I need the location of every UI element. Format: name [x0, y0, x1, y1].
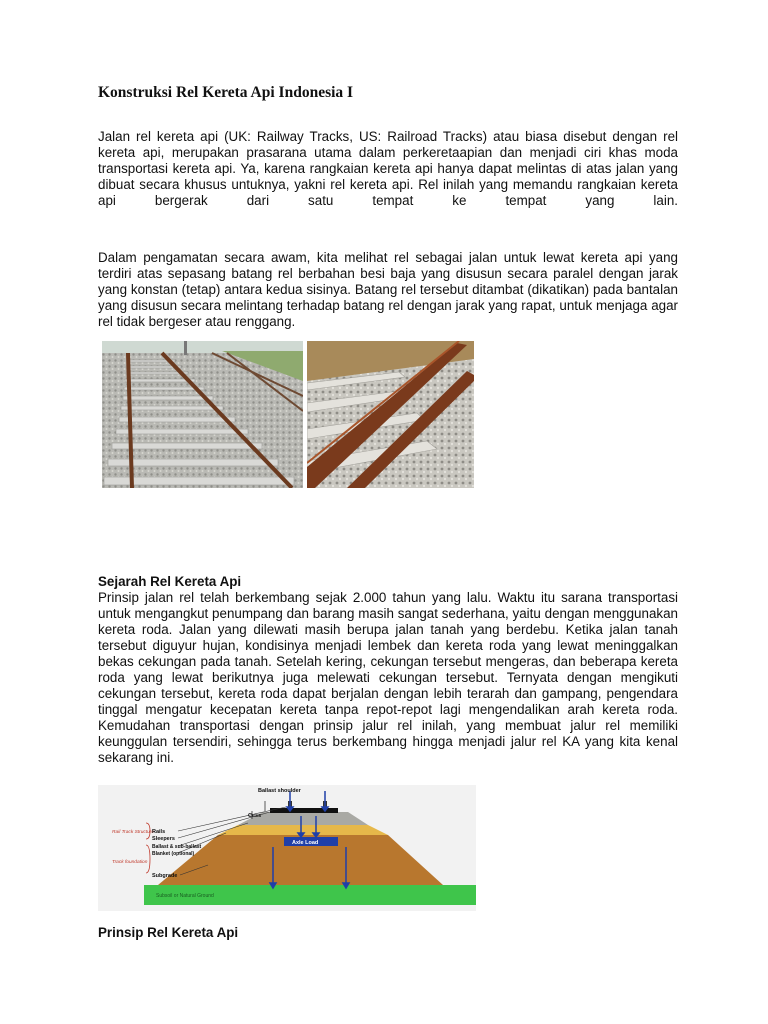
- label-track-foundation: Track foundation: [112, 860, 148, 865]
- label-rail-track-structure: Rail Track Structure: [112, 830, 155, 835]
- label-subgrade: Subgrade: [152, 873, 178, 879]
- label-rails: Rails: [152, 829, 166, 835]
- railway-track-photo-closeup: [307, 341, 474, 488]
- section-heading-history: Sejarah Rel Kereta Api: [98, 574, 242, 589]
- label-blanket: Blanket (optional): [152, 851, 195, 857]
- label-cess: Cess: [248, 813, 262, 819]
- observation-paragraph: Dalam pengamatan secara awam, kita melihat rel sebagai jalan untuk lewat kereta api yang terdiri atas sepasang batang rel berbahan besi baja yang disusun secara paralel dengan jarak yang konstan (tetap) antara kedua sisinya. Batang rel tersebut ditambat (dikatikan) pada bantalan yang disusun secara melintang terhadap batang rel dengan jarak yang rapat, untuk menjaga agar rel tidak bergeser atau renggang.: [98, 250, 678, 329]
- history-paragraph: Prinsip jalan rel telah berkembang sejak 2.000 tahun yang lalu. Waktu itu sarana transportasi untuk mengangkut penumpang dan barang masih sangat sederhana, yaitu dengan menggunakan kereta roda. Jalan yang dilewati masih berupa jalan tanah yang berdebu. Ketika jalan tanah tersebut diguyur hujan, kondisinya menjadi lembek dan kereta roda yang lewat meninggalkan bekas cekungan pada tanah. Setelah kering, cekungan tersebut mengeras, dan beberapa kereta roda yang lewat berikutnya juga melewati cekungan tersebut. Ternyata dengan mengikuti cekungan tersebut, kereta roda dapat berjalan dengan lebih terarah dan gampang, pengendara tinggal mengatur kecepatan kereta tanpa repot-repot lagi mengendalikan arah kereta roda. Kemudahan transportasi dengan prinsip jalur rel inilah, yang membuat jalur rel memiliki keunggulan tersendiri, sehingga terus berkembang hingga menjadi jalur rel KA yang kita kenal sekarang ini.: [98, 590, 678, 765]
- label-ballast: Ballast & sub-ballast: [152, 844, 202, 850]
- track-structure-diagram: [98, 785, 476, 911]
- label-axle-load: Axle Load: [292, 840, 319, 846]
- label-natural-ground: Subsoil or Natural Ground: [156, 893, 214, 899]
- section-heading-principle: Prinsip Rel Kereta Api: [98, 925, 239, 940]
- railway-track-photo-concrete: [102, 341, 303, 488]
- sleeper-shape: [270, 808, 338, 813]
- document-title: Konstruksi Rel Kereta Api Indonesia I: [98, 84, 354, 101]
- label-sleepers: Sleepers: [152, 836, 175, 842]
- intro-paragraph: Jalan rel kereta api (UK: Railway Tracks, US: Railroad Tracks) atau biasa disebut dengan rel kereta api, merupakan prasarana utama dalam perkeretaapian dan menjadi ciri khas moda transportasi kereta api. Ya, karena rangkaian kereta api hanya dapat melintas di atas jalan yang dibuat secara khusus untuknya, yakni rel kereta api. Rel inilah yang memandu rangkaian kereta api bergerak dari satu tempat ke tempat yang lain.: [98, 129, 678, 208]
- label-ballast-shoulder: Ballast shoulder: [258, 788, 301, 794]
